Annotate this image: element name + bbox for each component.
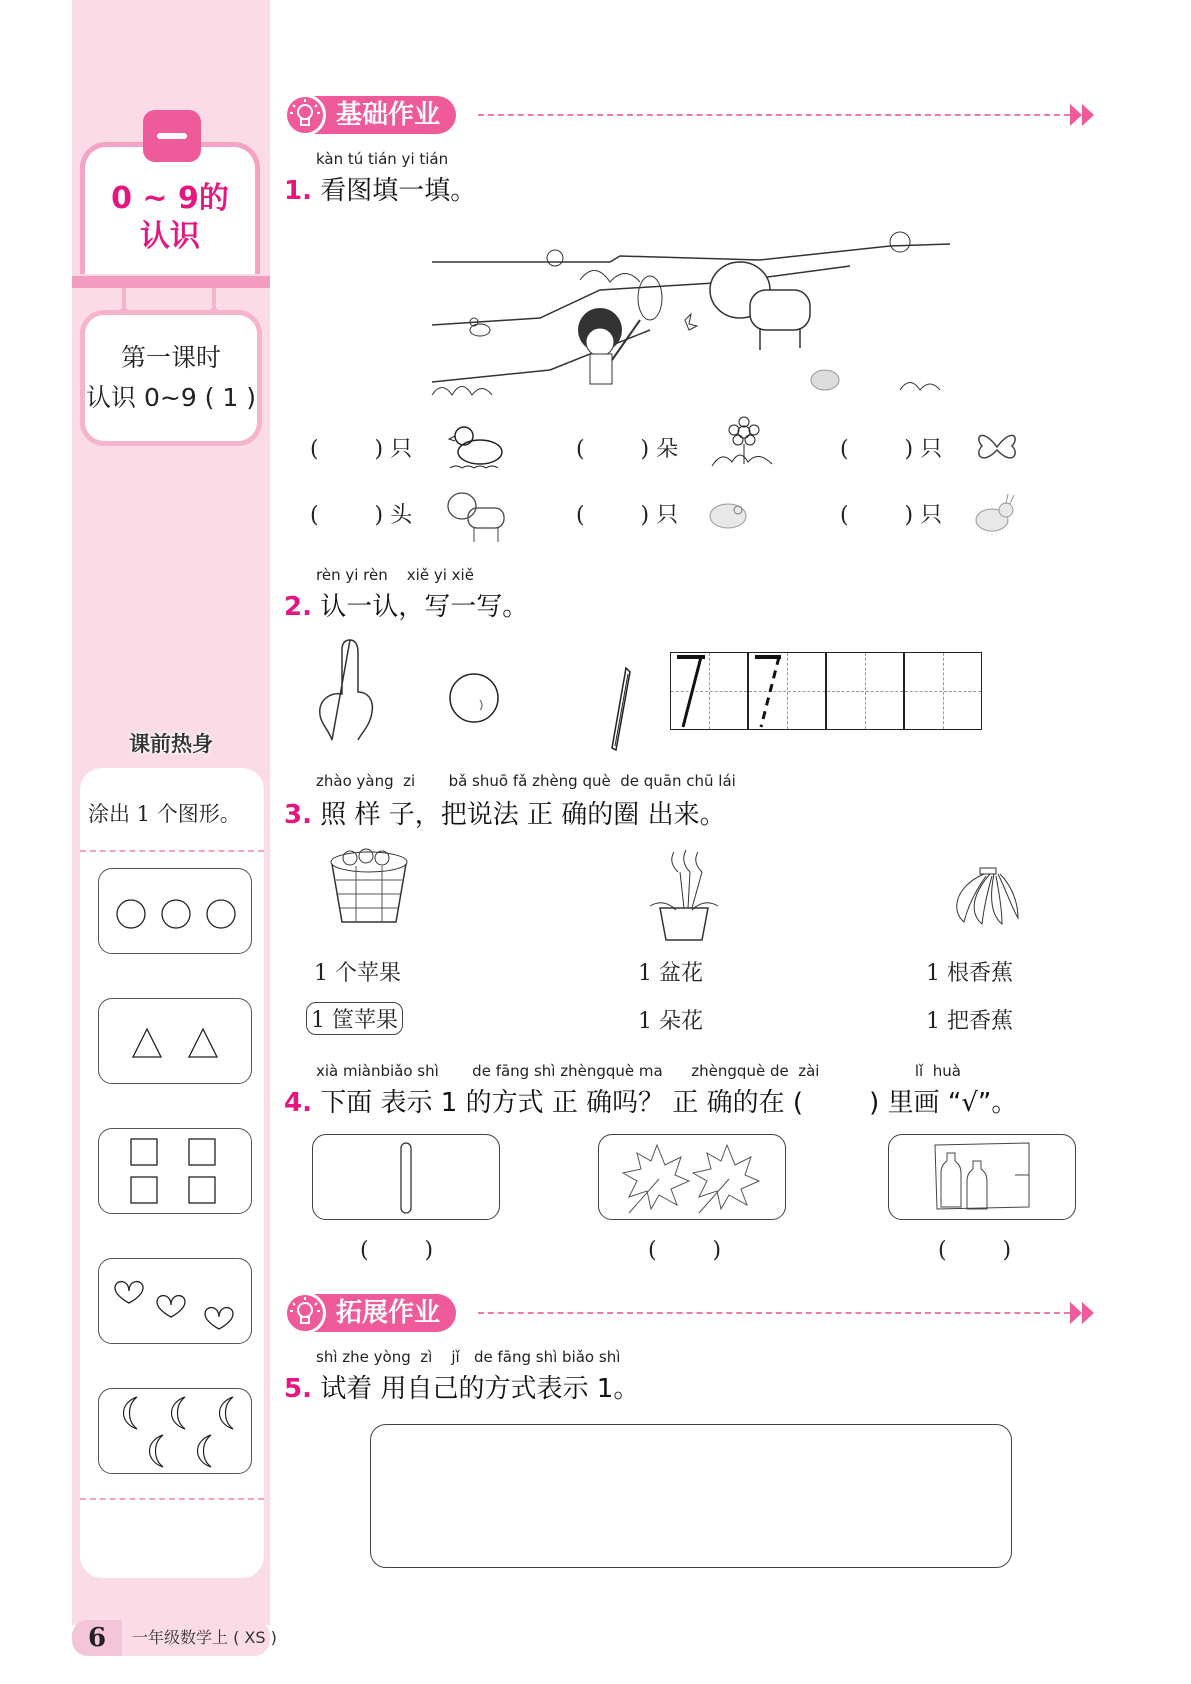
q3-apple-option2-circled[interactable]: 1 筐苹果 xyxy=(306,1002,403,1035)
section-extended-badge: 拓展作业 xyxy=(286,1294,456,1332)
bird-icon xyxy=(702,494,752,534)
cow-icon xyxy=(444,486,510,546)
q4-pinyin: xià miànbiǎo shì de fāng shì zhèngquè ma zhèngquè de zài lǐ huà xyxy=(316,1062,961,1080)
cow-figure xyxy=(710,262,810,350)
lightbulb-icon xyxy=(284,94,326,136)
triangles-box[interactable] xyxy=(98,998,252,1084)
arrow-right-icon xyxy=(1082,1302,1094,1324)
q3-text: 照 样 子，把说法 正 确的圈 出来。 xyxy=(320,800,726,830)
q4-option-leaves xyxy=(598,1134,786,1220)
q1-blank-cow[interactable]: ( ) 头 xyxy=(310,503,413,528)
grid-cell-trace-dashed[interactable] xyxy=(748,652,826,730)
q2-prompt: 2. 认一认，写一写。 xyxy=(284,592,529,622)
chapter-divider xyxy=(72,276,270,288)
hearts-box[interactable] xyxy=(98,1258,252,1344)
q3-banana-option2[interactable]: 1 把香蕉 xyxy=(926,1009,1013,1034)
q1-blank-butterfly[interactable]: ( ) 只 xyxy=(840,437,943,462)
chapter-title-line2: 认识 xyxy=(140,219,200,254)
q3-banana-option1[interactable]: 1 根香蕉 xyxy=(926,961,1013,986)
chapter-title xyxy=(80,180,260,256)
q1-blank-rabbit[interactable]: ( ) 只 xyxy=(840,503,943,528)
arrow-right-icon xyxy=(1082,104,1094,126)
q2-pinyin: rèn yi rèn xiě yi xiě xyxy=(316,566,474,584)
q3-flower-option1[interactable]: 1 盆花 xyxy=(638,961,703,986)
warmup-divider-bottom xyxy=(80,1498,264,1500)
writing-grid xyxy=(670,652,982,732)
rabbit-figure xyxy=(811,370,839,390)
warmup-instruction: 涂出 1 个图形。 xyxy=(88,802,241,826)
q3-flower-option2[interactable]: 1 朵花 xyxy=(638,1009,703,1034)
q5-number: 5 xyxy=(284,1374,303,1404)
one-finger-hand-icon xyxy=(312,636,392,746)
q5-prompt: 5. 试着 用自己的方式表示 1。 xyxy=(284,1374,640,1404)
q4-prompt: 4. 下面 表示 1 的方式 正 确吗？ 正 确的在 ( ) 里画 “√”。 xyxy=(284,1088,1018,1118)
q1-text: 看图填一填。 xyxy=(320,176,477,206)
section-basic-badge: 基础作业 xyxy=(286,96,456,134)
potted-flower-icon xyxy=(646,846,722,942)
heart-shapes-icon xyxy=(99,1259,253,1345)
lesson-line1: 第一课时 xyxy=(120,343,221,372)
q4-option-stick xyxy=(312,1134,500,1220)
chapter-number-tab xyxy=(143,110,201,162)
q5-answer-area[interactable] xyxy=(370,1424,1012,1568)
stick-icon xyxy=(313,1135,501,1221)
lesson-title xyxy=(80,338,262,418)
grid-cell-trace-solid[interactable] xyxy=(670,652,748,730)
apple-basket-icon xyxy=(326,848,412,928)
bird-figure xyxy=(890,232,910,252)
arrow-right-icon xyxy=(1070,104,1082,126)
q1-blank-bird[interactable]: ( ) 只 xyxy=(576,503,679,528)
crescents-box[interactable] xyxy=(98,1388,252,1474)
q4-text: 下面 表示 1 的方式 正 确吗？ 正 确的在 ( ) 里画 “√”。 xyxy=(320,1088,1018,1118)
lesson-line2: 认识 0~9 ( 1 ) xyxy=(86,383,256,412)
bottles-box-icon xyxy=(889,1135,1077,1221)
grid-cell-empty[interactable] xyxy=(826,652,904,730)
arrow-right-icon xyxy=(1070,1302,1082,1324)
q4-answer-stick[interactable]: ( ) xyxy=(360,1238,434,1263)
q5-text: 试着 用自己的方式表示 1。 xyxy=(320,1374,640,1404)
q3-number: 3 xyxy=(284,800,303,830)
q1-blank-duck[interactable]: ( ) 只 xyxy=(310,437,413,462)
book-title: 一年级数学上 ( XS ) xyxy=(132,1628,277,1647)
crescent-shapes-icon xyxy=(99,1389,253,1475)
q4-option-bottles xyxy=(888,1134,1076,1220)
q2-number: 2 xyxy=(284,592,303,622)
square-shapes-icon xyxy=(99,1129,253,1215)
rabbit-icon xyxy=(970,492,1020,536)
q4-answer-leaves[interactable]: ( ) xyxy=(648,1238,722,1263)
warmup-divider-top xyxy=(80,850,264,852)
duck-icon xyxy=(446,422,508,472)
q4-number: 4 xyxy=(284,1088,303,1118)
squares-box[interactable] xyxy=(98,1128,252,1214)
circle-shapes-icon xyxy=(99,869,253,955)
q1-blank-flower[interactable]: ( ) 朵 xyxy=(576,437,679,462)
grid-cell-empty[interactable] xyxy=(904,652,982,730)
pencil-icon xyxy=(608,664,632,756)
section-basic-dashline xyxy=(478,114,1070,116)
q1-pinyin: kàn tú tián yi tián xyxy=(316,150,449,168)
section-extended-dashline xyxy=(478,1312,1070,1314)
meadow-scene-illustration xyxy=(430,220,960,400)
triangle-shapes-icon xyxy=(99,999,253,1085)
q3-pinyin: zhào yàng zi bǎ shuō fǎ zhèng què de quān chū lái xyxy=(316,772,736,790)
butterfly-figure xyxy=(685,314,697,330)
chapter-title-line1: 0 ~ 9的 xyxy=(111,181,229,216)
flower-icon xyxy=(708,416,778,474)
q3-prompt: 3. 照 样 子，把说法 正 确的圈 出来。 xyxy=(284,800,726,830)
q4-answer-bottles[interactable]: ( ) xyxy=(938,1238,1012,1263)
butterfly-icon xyxy=(972,422,1022,472)
q5-pinyin: shì zhe yòng zì jǐ de fāng shì biǎo shì xyxy=(316,1348,621,1366)
q2-text: 认一认，写一写。 xyxy=(320,592,529,622)
q1-prompt: 1. 看图填一填。 xyxy=(284,176,477,206)
q3-apple-option1[interactable]: 1 个苹果 xyxy=(314,961,401,986)
warmup-label: 课前热身 xyxy=(129,732,213,756)
page-number: 6 xyxy=(72,1620,122,1656)
ball-icon xyxy=(446,670,502,726)
q1-number: 1 xyxy=(284,176,303,206)
circles-box[interactable] xyxy=(98,868,252,954)
maple-leaves-icon xyxy=(599,1135,787,1221)
banana-bunch-icon xyxy=(946,866,1022,928)
lightbulb-icon xyxy=(284,1292,326,1334)
